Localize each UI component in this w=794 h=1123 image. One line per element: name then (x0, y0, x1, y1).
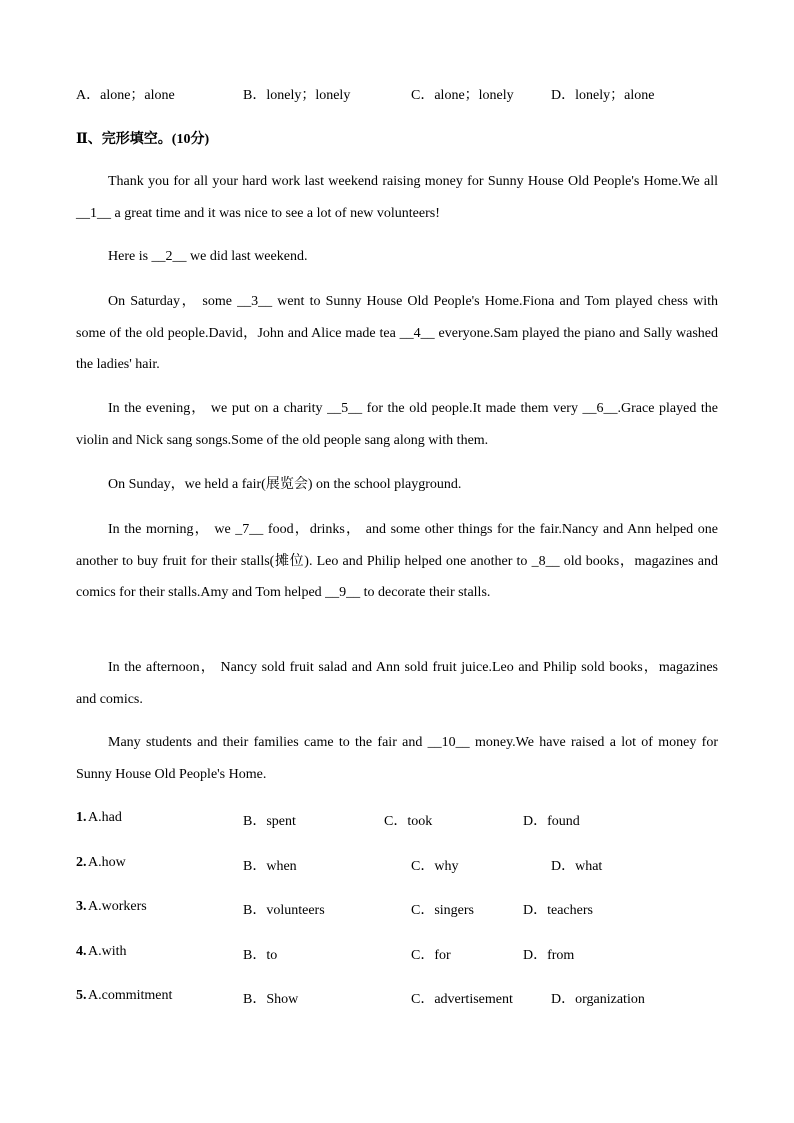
choice-d: D．found (523, 814, 580, 829)
choice-a: A.commitment (88, 988, 173, 1003)
choice-b: B．volunteers (243, 903, 325, 918)
choice-d: D．organization (551, 992, 645, 1007)
passage-paragraph: On Saturday， some __3__ went to Sunny House Old People's Home.Fiona and Tom played chess with some of the old people.David，John and Alice made tea __4__ everyone.Sam played the piano and Sally washed the ladies' hair. (76, 294, 718, 372)
choice-a: A.how (88, 855, 126, 870)
option-c: C．alone；lonely (411, 88, 514, 103)
option-a: A．alone；alone (76, 88, 175, 103)
choice-b: B．spent (243, 814, 296, 829)
choice-a: A.had (88, 810, 122, 825)
choice-a: A.workers (88, 899, 147, 914)
passage-paragraph: Many students and their families came to the fair and __10__ money.We have raised a lot of money for Sunny House Old People's Home. (76, 735, 718, 782)
passage-paragraph: Thank you for all your hard work last weekend raising money for Sunny House Old People's Home.We all __1__ a great time and it was nice to see a lot of new volunteers! (76, 174, 718, 221)
choice-d: D．teachers (523, 903, 593, 918)
section-heading: Ⅱ、完形填空。(10分) (76, 132, 210, 147)
choice-d: D．from (523, 948, 575, 963)
question-number: 4. (76, 944, 87, 959)
choice-a: A.with (88, 944, 127, 959)
choice-c: C．for (411, 948, 451, 963)
choice-c: C．took (384, 814, 433, 829)
choice-c: C．singers (411, 903, 474, 918)
question-number: 1. (76, 810, 87, 825)
choice-c: C．advertisement (411, 992, 513, 1007)
choice-b: B．when (243, 859, 297, 874)
choice-c: C．why (411, 859, 459, 874)
choice-d: D．what (551, 859, 603, 874)
passage-paragraph: In the evening， we put on a charity __5__ for the old people.It made them very __6__.Grace played the violin and Nick sang songs.Some of the old people sang along with them. (76, 401, 718, 448)
option-d: D．lonely；alone (551, 88, 655, 103)
question-number: 2. (76, 855, 87, 870)
passage-paragraph: In the morning， we _7__ food，drinks， and some other things for the fair.Nancy and Ann helped one another to buy fruit for their stalls(摊位). Leo and Philip helped one another to _8__ old books，magazines and comics for their stalls.Amy and Tom helped __9__ to decorate their stalls. (76, 522, 718, 600)
question-number: 3. (76, 899, 87, 914)
passage-paragraph: In the afternoon， Nancy sold fruit salad and Ann sold fruit juice.Leo and Philip sold books，magazines and comics. (76, 660, 718, 707)
option-b: B．lonely；lonely (243, 88, 351, 103)
question-number: 5. (76, 988, 87, 1003)
passage-paragraph: On Sunday，we held a fair(展览会) on the school playground. (108, 477, 462, 492)
choice-b: B．Show (243, 992, 299, 1007)
choice-b: B．to (243, 948, 278, 963)
passage-paragraph: Here is __2__ we did last weekend. (108, 249, 308, 264)
